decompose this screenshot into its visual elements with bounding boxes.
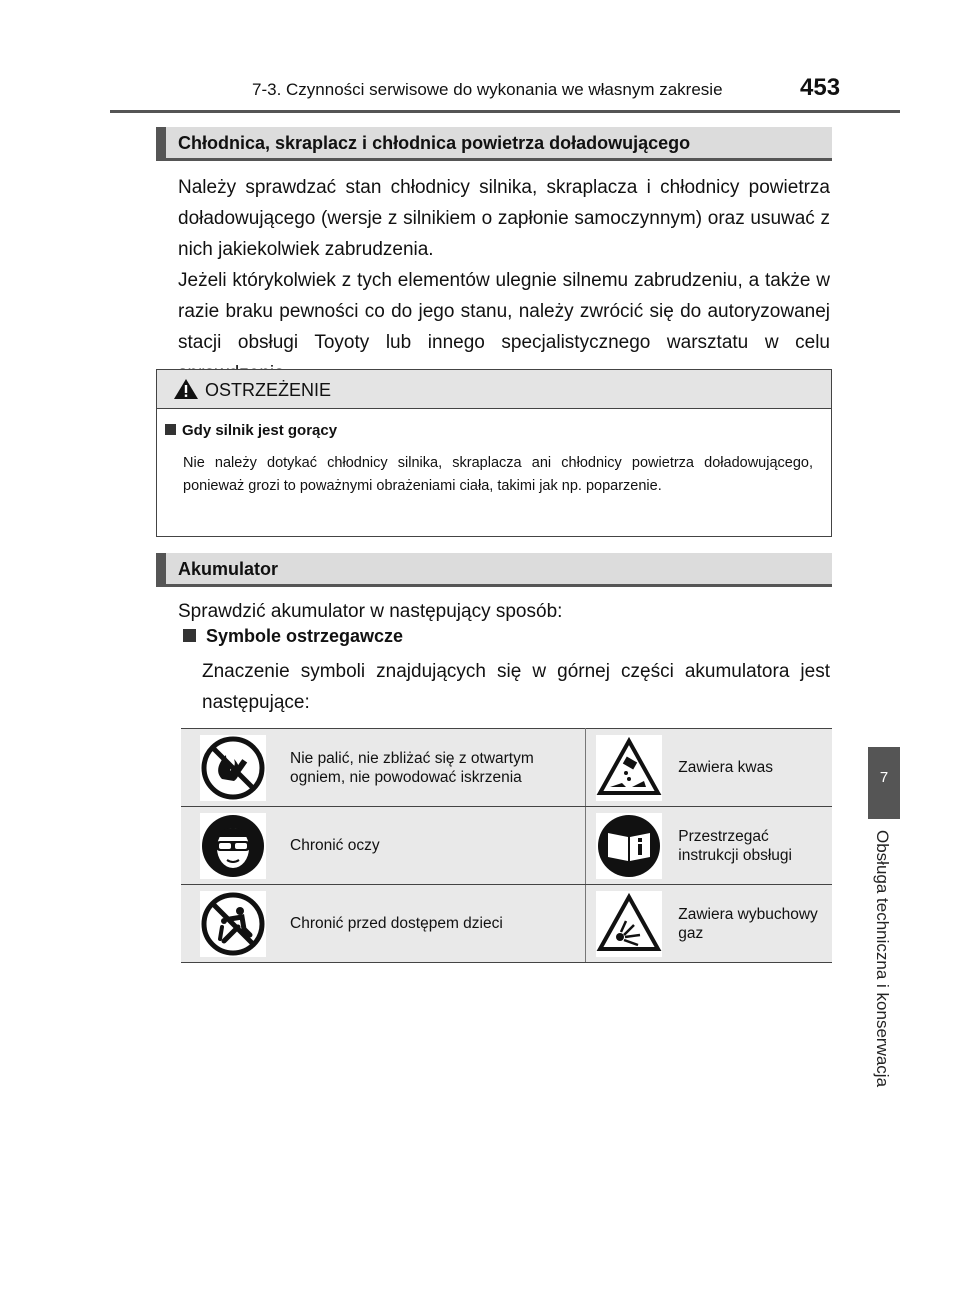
warning-title: OSTRZEŻENIE — [205, 380, 332, 400]
table-cell — [181, 885, 284, 963]
paragraph: Znaczenie symboli znajdujących się w górnej części akumulatora jest następujące: — [202, 661, 830, 713]
bullet-square-icon — [165, 424, 176, 435]
warning-header — [157, 370, 831, 409]
paragraph: Należy sprawdzać stan chłodnicy silnika, skraplacza i chłodnicy powietrza doładowującego (wersje z silnikiem o zapłonie samoczynnym) oraz usuwać z nich jakiekolwiek zabrudzenia. — [178, 177, 830, 260]
bullet-square-icon — [183, 629, 196, 642]
no-children-icon — [200, 891, 266, 957]
symbol-label: Nie palić, nie zbliżać się z otwartym ogniem, nie powodować iskrzenia — [284, 729, 586, 807]
section-heading-radiator — [156, 127, 832, 161]
explosive-gas-icon — [596, 891, 662, 957]
acid-icon — [596, 735, 662, 801]
warning-triangle-icon — [173, 378, 199, 400]
warning-subtitle — [165, 422, 337, 439]
chapter-tab — [868, 747, 900, 819]
chapter-number: 7 — [879, 769, 889, 786]
section-heading-text: Akumulator — [178, 559, 279, 579]
paragraph: Jeżeli którykolwiek z tych elementów ulegnie silnemu zabrudzeniu, a także w razie braku pewności co do jego stanu, należy zwrócić się do autoryzowanej stacji obsługi Toyoty lub innego specjalistycznego warsztatu w celu — [178, 270, 830, 353]
header-title: 7-3. Czynności serwisowe do wykonania we własnym zakresie — [252, 80, 723, 99]
warning-subtitle-text: Gdy silnik jest gorący — [182, 422, 338, 439]
symbol-label: Przestrzegać instrukcji obsługi — [672, 807, 832, 885]
symbol-label: Zawiera kwas — [672, 729, 832, 807]
warning-text: Nie należy dotykać chłodnicy silnika, skraplacza ani chłodnicy powietrza doładowującego, ponieważ grozi to poważnymi obrażeniami ciała, takimi jak np. poparzenie. — [183, 455, 813, 494]
subheading-text: Symbole ostrzegawcze — [206, 626, 404, 646]
table-row — [181, 807, 832, 885]
section-heading-text: Chłodnica, skraplacz i chłodnica powietrza doładowującego — [178, 133, 691, 153]
table-cell — [586, 807, 673, 885]
table-cell — [586, 885, 673, 963]
table-cell — [181, 807, 284, 885]
subheading — [183, 626, 403, 647]
header-rule — [110, 110, 900, 113]
symbol-label: Zawiera wybuchowy gaz — [672, 885, 832, 963]
section-heading-battery — [156, 553, 832, 587]
manual-icon — [596, 813, 662, 879]
symbols-table — [181, 728, 832, 963]
no-fire-icon — [200, 735, 266, 801]
table-cell — [586, 729, 673, 807]
table-cell — [181, 729, 284, 807]
table-row — [181, 885, 832, 963]
page-number: 453 — [800, 74, 841, 101]
eye-protection-icon — [200, 813, 266, 879]
chapter-title: Obsługa techniczna i konserwacja — [873, 830, 892, 1088]
warning-box — [156, 369, 832, 537]
paragraph: Sprawdzić akumulator w następujący sposób: — [178, 601, 563, 622]
table-row — [181, 729, 832, 807]
symbol-label: Chronić oczy — [284, 807, 586, 885]
symbol-label: Chronić przed dostępem dzieci — [284, 885, 586, 963]
